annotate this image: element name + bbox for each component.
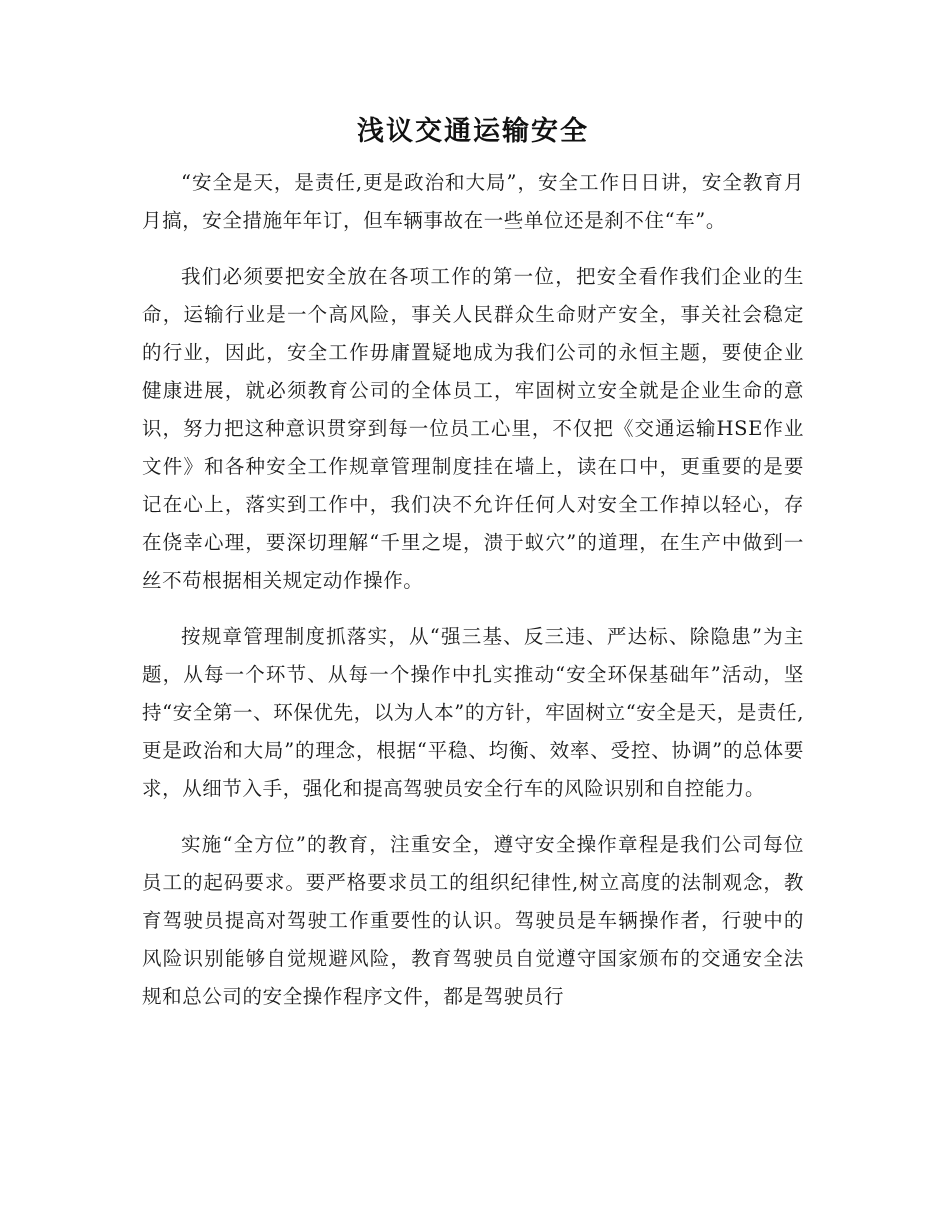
paragraph-1: “安全是天，是责任,更是政治和大局”，安全工作日日讲，安全教育月月搞，安全措施年年订，但车辆事故在一些单位还是刹不住“车”。 bbox=[142, 171, 804, 232]
document-title: 浅议交通运输安全 bbox=[357, 116, 589, 147]
paragraph-3: 按规章管理制度抓落实，从“强三基、反三违、严达标、除隐患”为主题，从每一个环节、从每一个操作中扎实推动“安全环保基础年”活动，坚持“安全第一、环保优先，以为人本”的方针，牢固树立“安全是天，是责任,更是政治和大局”的理念，根据“平稳、均衡、效率、受控、协调”的总体要求，从细节入手，强化和提高驾驶员安全行车的风险识别和自控能力。 bbox=[142, 625, 804, 800]
paragraph-4: 实施“全方位”的教育，注重安全，遵守安全操作章程是我们公司每位员工的起码要求。要严格要求员工的组织纪律性,树立高度的法制观念，教育驾驶员提高对驾驶工作重要性的认识。驾驶员是车辆操作者，行驶中的风险识别能够自觉规避风险，教育驾驶员自觉遵守国家颁布的交通安全法规和总公司的安全操作程序文件，都是驾驶员行 bbox=[142, 833, 804, 1008]
paragraph-2: 我们必须要把安全放在各项工作的第一位，把安全看作我们企业的生命，运输行业是一个高风险，事关人民群众生命财产安全，事关社会稳定的行业，因此，安全工作毋庸置疑地成为我们公司的永恒主题，要使企业健康进展，就必须教育公司的全体员工，牢固树立安全就是企业生命的意识，努力把这种意识贯穿到每一位员工心里，不仅把《交通运输HSE作业文件》和各种安全工作规章管理制度挂在墙上，读在口中，更重要的是要记在心上，落实到工作中，我们决不允许任何人对安全工作掉以轻心，存在侥幸心理，要深切理解“千里之堤，溃于蚁穴”的道理，在生产中做到一丝不苟根据相关规定动作操作。 bbox=[142, 265, 804, 592]
